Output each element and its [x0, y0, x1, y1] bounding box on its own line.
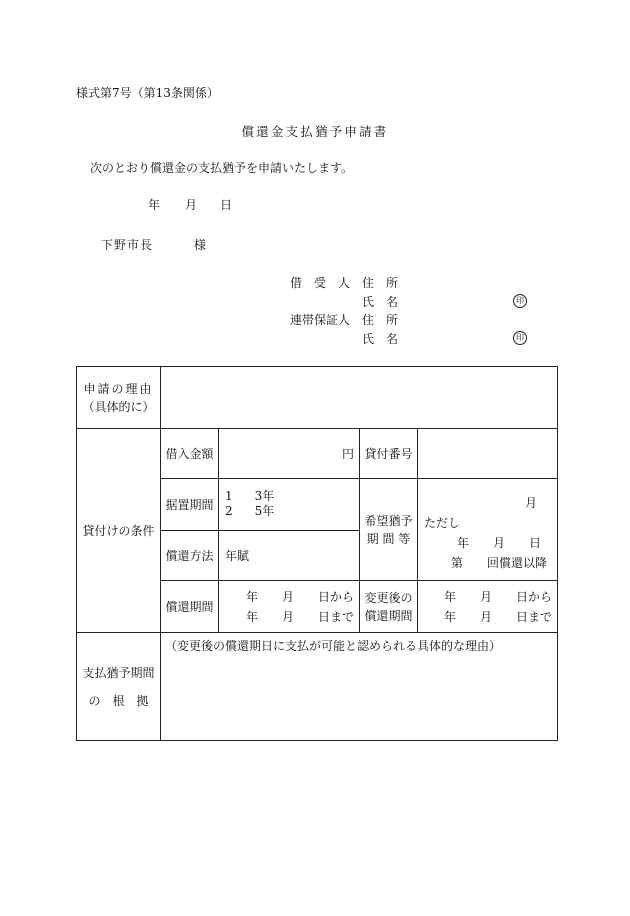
addressee [0, 236, 630, 252]
date-month: 月 [185, 198, 198, 212]
desired-date: 年 月 日 [456, 536, 541, 550]
grace-period-label: 据置期間 [161, 479, 219, 531]
guarantor-name-label: 氏 名 [362, 332, 399, 346]
changed-period-field[interactable]: 年 月 日から 年 月 日まで [418, 581, 558, 633]
loan-number-field[interactable] [418, 429, 558, 479]
addressee-name: 下野市長 [101, 238, 154, 252]
intro-text: 次のとおり償還金の支払猶予を申請いたします。 [90, 161, 354, 175]
borrower-address-label: 住 所 [362, 276, 399, 290]
borrower-name-label: 氏 名 [362, 295, 399, 309]
basis-row [77, 633, 558, 741]
grace-option-1[interactable]: 1 3年 [225, 489, 275, 503]
document-title: 償還金支払猶予申請書 [241, 124, 389, 139]
loan-amount-field[interactable] [219, 429, 360, 479]
loan-number-label: 貸付番号 [360, 429, 418, 479]
reason-row [77, 367, 558, 429]
desired-installment: 第 回償還以降 [450, 556, 547, 570]
guarantor-name-line [0, 330, 630, 346]
application-table [76, 366, 558, 741]
grace-option-2[interactable]: 2 5年 [225, 504, 275, 518]
date-day: 日 [220, 198, 233, 212]
grace-period-options [219, 479, 360, 531]
desired-proviso: ただし [424, 516, 461, 530]
form-number: 様式第7号（第13条関係） [76, 86, 219, 100]
borrower-name-line [0, 293, 630, 309]
repayment-method-value: 年賦 [219, 531, 360, 581]
date-year: 年 [148, 198, 161, 212]
guarantor-address-line [0, 311, 630, 327]
desired-period-label: 希望猶予 期 間 等 [360, 479, 418, 581]
changed-period-label: 変更後の 償還期間 [360, 581, 418, 633]
basis-hint: （変更後の償還期日に支払が可能と認められる具体的な理由） [165, 639, 502, 653]
loan-amount-label: 借入金額 [161, 429, 219, 479]
reason-field[interactable] [161, 367, 558, 429]
repayment-method-label: 償還方法 [161, 531, 219, 581]
borrower-role: 借 受 人 [290, 276, 351, 290]
guarantor-role: 連帯保証人 [290, 313, 351, 327]
conditions-label: 貸付けの条件 [77, 429, 161, 633]
guarantor-seal-icon: 印 [513, 331, 527, 345]
loan-amount-unit: 円 [341, 447, 354, 461]
repayment-period-label: 償還期間 [161, 581, 219, 633]
date-line [0, 196, 630, 212]
addressee-honorific: 様 [194, 238, 207, 252]
reason-label: 申請の理由 （具体的に） [77, 367, 161, 429]
repayment-period-field[interactable]: 年 月 日から 年 月 日まで [219, 581, 360, 633]
desired-period-field[interactable] [418, 479, 558, 581]
loan-amount-row [77, 429, 558, 479]
guarantor-address-label: 住 所 [362, 313, 399, 327]
borrower-seal-icon: 印 [513, 294, 527, 308]
basis-field[interactable] [161, 633, 558, 741]
desired-month: 月 [524, 496, 537, 510]
basis-label: 支払猶予期間 の 根 拠 [77, 633, 161, 741]
borrower-address-line [0, 274, 630, 290]
